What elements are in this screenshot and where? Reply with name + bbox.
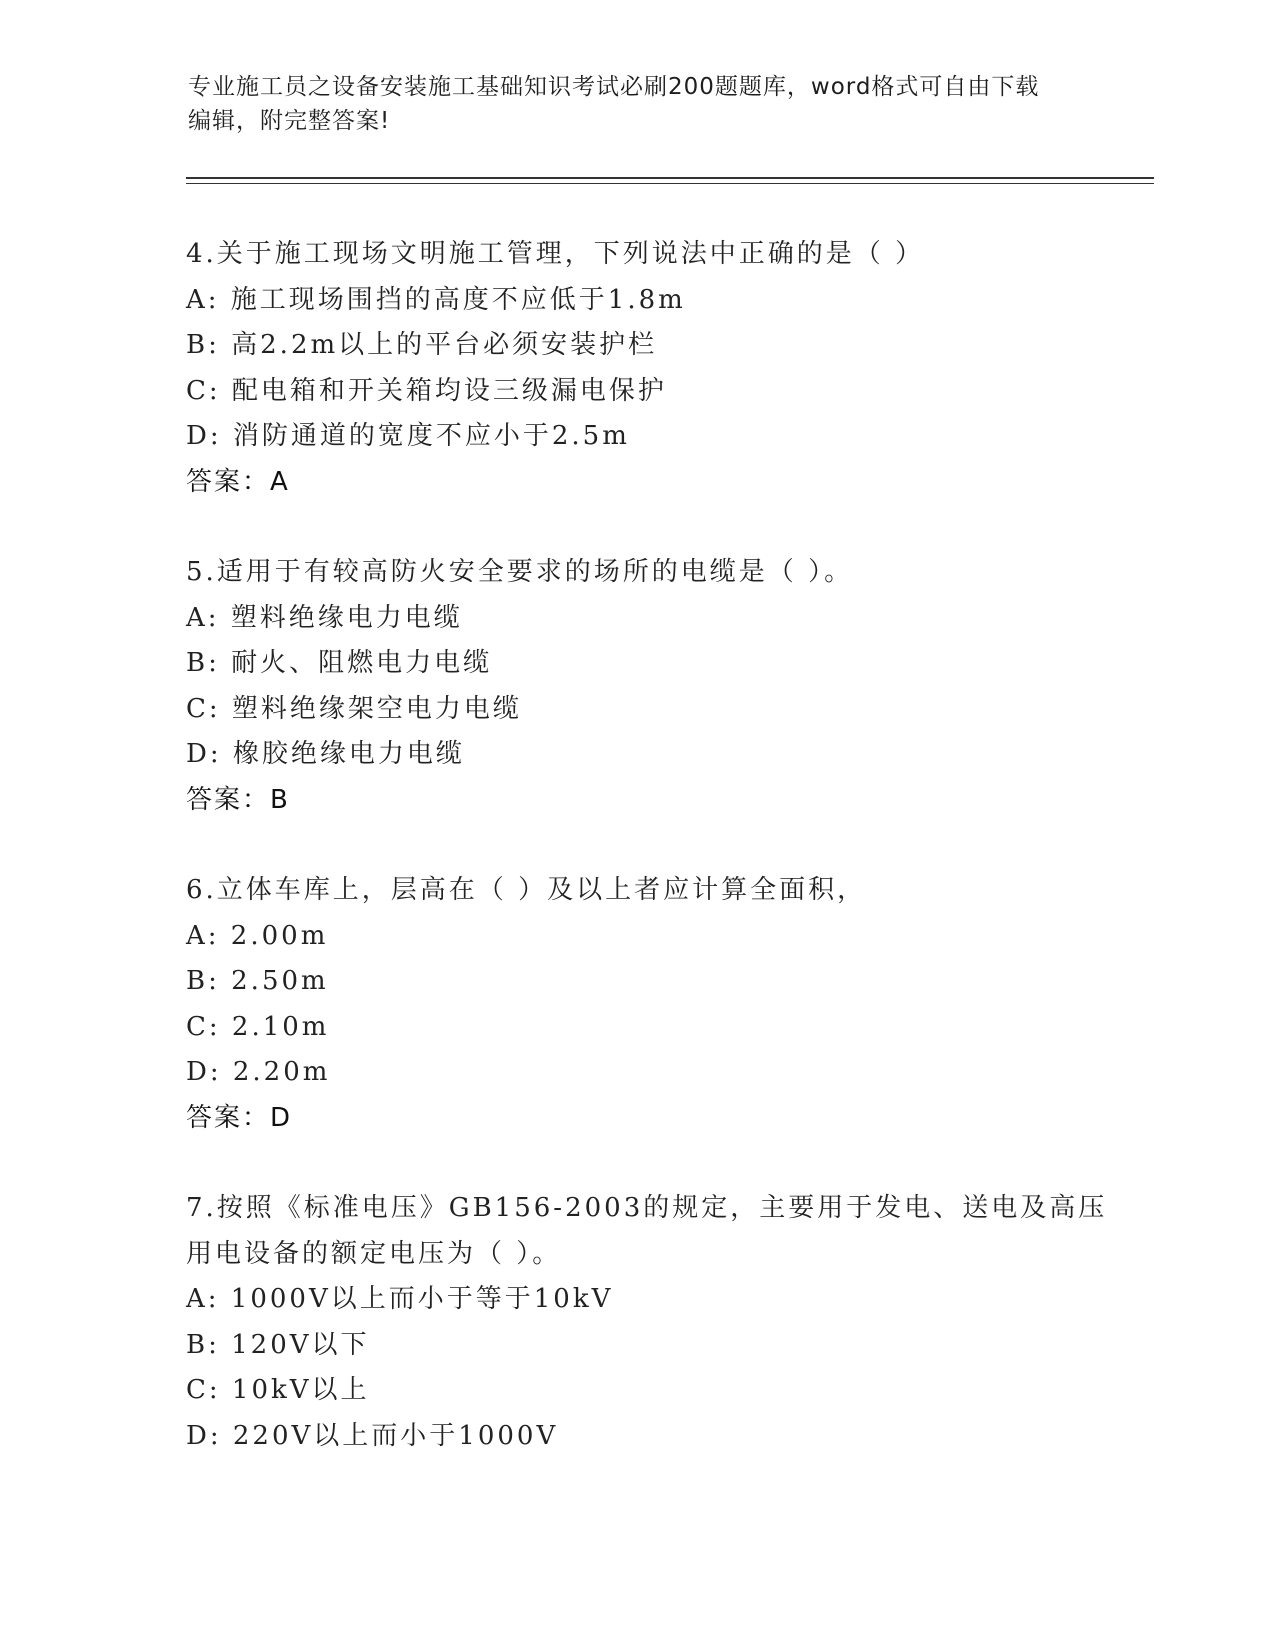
header-line-2: 编辑，附完整答案! xyxy=(188,108,391,134)
header-divider-thick xyxy=(186,177,1154,179)
answer-label: 答案：D xyxy=(186,1102,293,1133)
header-divider-thin xyxy=(186,183,1154,184)
header-line-1: 专业施工员之设备安装施工基础知识考试必刷200题题库，word格式可自由下载 xyxy=(188,74,1040,100)
question-6 xyxy=(186,868,1106,1141)
option-b: B: 120V以下 xyxy=(186,1329,370,1360)
option-b: B: 耐火、阻燃电力电缆 xyxy=(186,648,493,678)
option-a: A: 2.00m xyxy=(186,920,329,951)
option-c: C: 塑料绝缘架空电力电缆 xyxy=(186,693,522,724)
question-4 xyxy=(186,232,1106,505)
option-c: C: 2.10m xyxy=(186,1011,330,1042)
option-d: D: 220V以上而小于1000V xyxy=(186,1420,559,1451)
option-c: C: 配电箱和开关箱均设三级漏电保护 xyxy=(186,375,667,406)
question-stem: 4.关于施工现场文明施工管理，下列说法中正确的是（ ） xyxy=(186,239,925,269)
question-stem: 5.适用于有较高防火安全要求的场所的电缆是（ ）。 xyxy=(186,557,854,587)
option-d: D: 2.20m xyxy=(186,1057,331,1087)
question-stem: 7.按照《标准电压》GB156-2003的规定，主要用于发电、送电及高压 xyxy=(186,1193,1108,1223)
option-a: A: 塑料绝缘电力电缆 xyxy=(186,602,463,633)
answer-label: 答案：A xyxy=(186,466,290,497)
question-stem: 6.立体车库上，层高在（ ）及以上者应计算全面积， xyxy=(186,875,867,905)
option-b: B: 2.50m xyxy=(186,966,329,996)
document-header xyxy=(188,70,1088,138)
question-7 xyxy=(186,1186,1106,1459)
question-5 xyxy=(186,550,1106,823)
option-c: C: 10kV以上 xyxy=(186,1375,370,1405)
option-d: D: 消防通道的宽度不应小于2.5m xyxy=(186,421,630,451)
option-d: D: 橡胶绝缘电力电缆 xyxy=(186,739,465,769)
option-b: B: 高2.2m以上的平台必须安装护栏 xyxy=(186,330,658,360)
question-stem-continued: 用电设备的额定电压为（ ）。 xyxy=(186,1238,562,1269)
option-a: A: 1000V以上而小于等于10kV xyxy=(186,1284,614,1314)
answer-label: 答案：B xyxy=(186,784,290,815)
option-a: A: 施工现场围挡的高度不应低于1.8m xyxy=(186,284,686,315)
question-list xyxy=(186,232,1106,1504)
